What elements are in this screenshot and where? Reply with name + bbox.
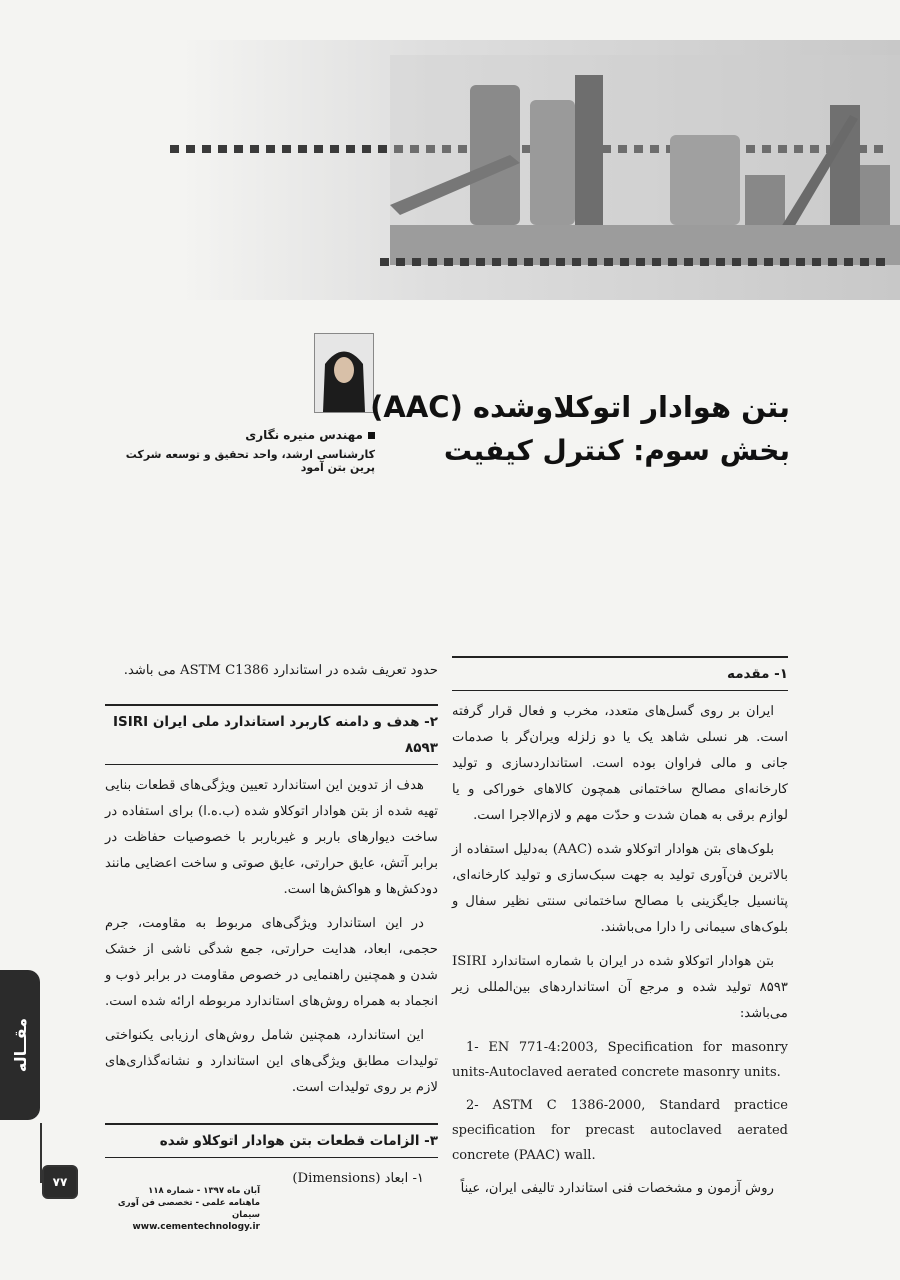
footer-issue: آبان ماه ۱۳۹۷ - شماره ۱۱۸: [148, 1186, 260, 1196]
section-heading-2: ۲- هدف و دامنه کاربرد استاندارد ملی ایران ISIRI ۸۵۹۳: [105, 704, 438, 765]
cement-plant-image: [390, 55, 900, 265]
paragraph: در این استاندارد ویژگی‌های مربوط به مقاومت، جرم حجمی، ابعاد، هدایت حرارتی، جمع شدگی ناشی از خشک شدن و همچنین راهنمایی در خصوص مقاومت در برابر ذوب و انجماد به همراه روش‌های استاندارد مربوطه ارائه شده است.: [105, 916, 438, 1009]
subsection-dimensions: ۱- ابعاد (Dimensions): [292, 1171, 424, 1186]
left-column: [105, 658, 438, 1200]
paragraph: روش آزمون و مشخصات فنی استاندارد تالیفی ایران، عیناً: [460, 1181, 774, 1196]
paragraph: بتن هوادار اتوکلاو شده در ایران با شماره استاندارد ISIRI ۸۵۹۳ تولید شده و مرجع آن استانداردهای بین‌المللی زیر می‌باشد:: [452, 954, 788, 1021]
paragraph: این استاندارد، همچنین شامل روش‌های ارزیابی یکنواختی تولیدات مطابق ویژگی‌های این استاندارد و نشانه‌گذاری‌های لازم بر روی تولیدات است.: [105, 1028, 438, 1095]
footer-url: www.cementechnology.ir: [132, 1222, 260, 1232]
author-name: مهندس منیره نگاری: [245, 428, 363, 442]
paragraph: بلوک‌های بتن هوادار اتوکلاو شده (AAC) به‌دلیل استفاده از بالاترین فن‌آوری تولید به جهت سبک‌سازی و تولید کارخانه‌ای، پتانسیل جایگزینی با مصالح ساختمانی سنتی نظیر سفال و بلوک‌های سیمانی را دارا می‌باشند.: [452, 842, 788, 935]
section-heading-intro: ۱- مقدمه: [452, 656, 788, 691]
page-number: ۷۷: [42, 1165, 78, 1199]
author-block: [105, 428, 375, 474]
reference-item: 2- ASTM C 1386-2000, Standard practice specification for precast autoclaved aerated concrete (PAAC) wall.: [452, 1098, 788, 1163]
footer-journal: ماهنامه علمی - تخصصی فن آوری سیمان: [117, 1198, 260, 1220]
author-photo: [314, 333, 374, 413]
reference-item: 1- EN 771-4:2003, Specification for masonry units-Autoclaved aerated concrete masonry units.: [452, 1040, 788, 1080]
right-column: [452, 652, 788, 1210]
title-line-1: بتن هوادار اتوکلاوشده (AAC): [370, 390, 790, 424]
article-title: [370, 385, 790, 473]
paragraph: ایران بر روی گسل‌های متعدد، مخرب و فعال قرار گرفته است. هر نسلی شاهد یک یا دو زلزله ویران‌گر با صدمات جانی و مالی فراوان بوده است. استانداردسازی و تولید کارخانه‌ای مصالح ساختمانی همچون کالاهای خوراکی و یا لوازم برقی به همان شدت و حدّت مهم و لازم‌الاجرا است.: [452, 704, 788, 823]
author-affiliation: کارشناسی ارشد، واحد تحقیق و توسعه شرکت پرین بتن آمود: [125, 448, 375, 474]
footer: [100, 1185, 260, 1233]
paragraph: هدف از تدوین این استاندارد تعیین ویژگی‌های قطعات بنایی تهیه شده از بتن هوادار اتوکلاو شده (ب.ه.ا) برای استفاده در ساخت دیوارهای باربر و غیرباربر با خصوصیات حفاظت در برابر آتش، عایق حرارتی، عایق صوتی و ساخت اعضایی مانند دودکش‌ها و هواکش‌ها است.: [105, 778, 438, 897]
paragraph-continued: حدود تعریف شده در استاندارد ASTM C1386 می باشد.: [123, 663, 438, 678]
section-tab: مقــاله: [0, 970, 40, 1120]
section-heading-3: ۳- الزامات قطعات بتن هوادار اتوکلاو شده: [105, 1123, 438, 1158]
film-strip-bottom: [380, 255, 900, 269]
title-line-2: بخش سوم: کنترل کیفیت: [443, 434, 790, 467]
